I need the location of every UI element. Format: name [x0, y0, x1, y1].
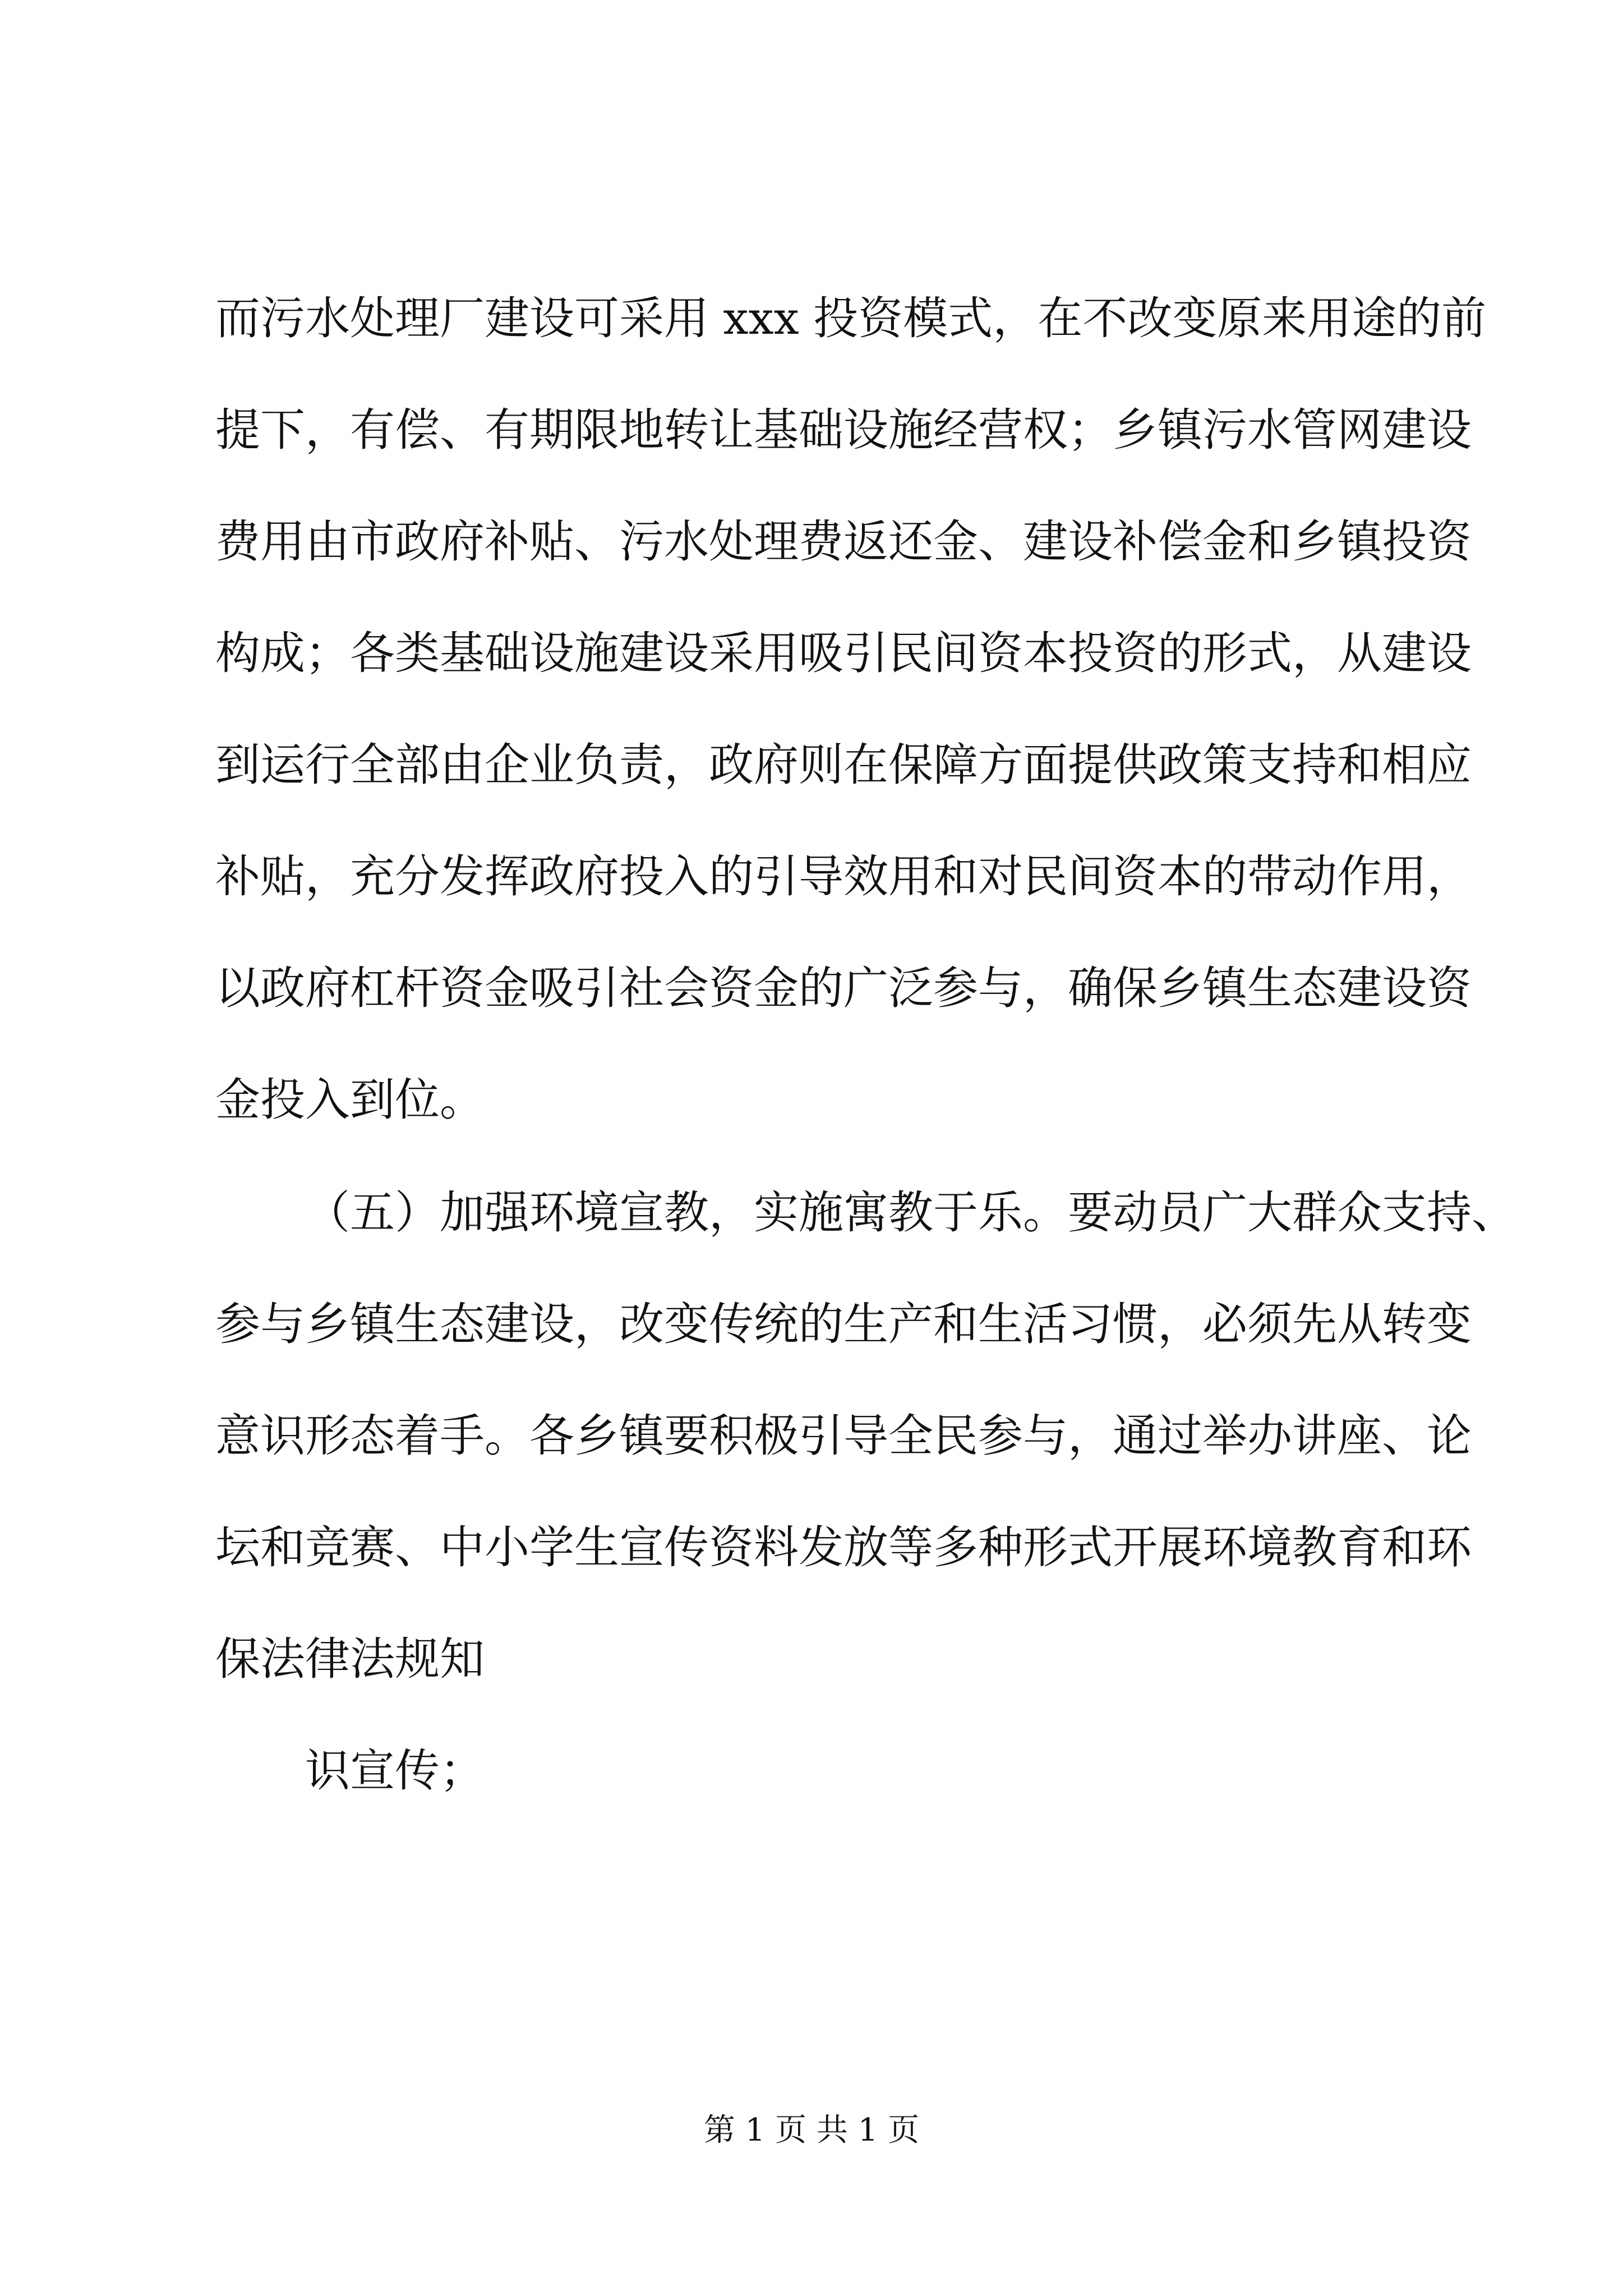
text-line: 保法律法规知 [215, 1633, 485, 1685]
document-body [215, 263, 1516, 1826]
text-line: 参与乡镇生态建设，改变传统的生产和生活习惯，必须先从转变 [215, 1298, 1472, 1350]
text-line: 以政府杠杆资金吸引社会资金的广泛参与，确保乡镇生态建设资 [215, 962, 1472, 1014]
paragraph-financing [215, 263, 1487, 1156]
text-line: 补贴，充分发挥政府投入的引导效用和对民间资本的带动作用， [215, 850, 1472, 903]
text-line: 识宣传； [305, 1745, 485, 1797]
page-footer: 第 1 页 共 1 页 [703, 2112, 920, 2148]
paragraph-environment-education [215, 1157, 1516, 1715]
text-line: 金投入到位。 [215, 1074, 485, 1126]
text-line: 构成；各类基础设施建设采用吸引民间资本投资的形式，从建设 [215, 627, 1472, 679]
text-line: 提下，有偿、有期限地转让基础设施经营权；乡镇污水管网建设 [215, 404, 1472, 456]
text-line: 到运行全部由企业负责，政府则在保障方面提供政策支持和相应 [215, 739, 1472, 791]
text-line: 费用由市政府补贴、污水处理费返还金、建设补偿金和乡镇投资 [215, 516, 1472, 568]
text-line: （五）加强环境宣教，实施寓教于乐。要动员广大群众支持、 [305, 1186, 1516, 1239]
text-line: 坛和竞赛、中小学生宣传资料发放等多种形式开展环境教育和环 [215, 1521, 1472, 1573]
text-line: 而污水处理厂建设可采用 xxx 投资模式，在不改变原来用途的前 [215, 292, 1487, 344]
paragraph-continuation [215, 1715, 1427, 1826]
text-line: 意识形态着手。各乡镇要积极引导全民参与，通过举办讲座、论 [215, 1410, 1472, 1462]
